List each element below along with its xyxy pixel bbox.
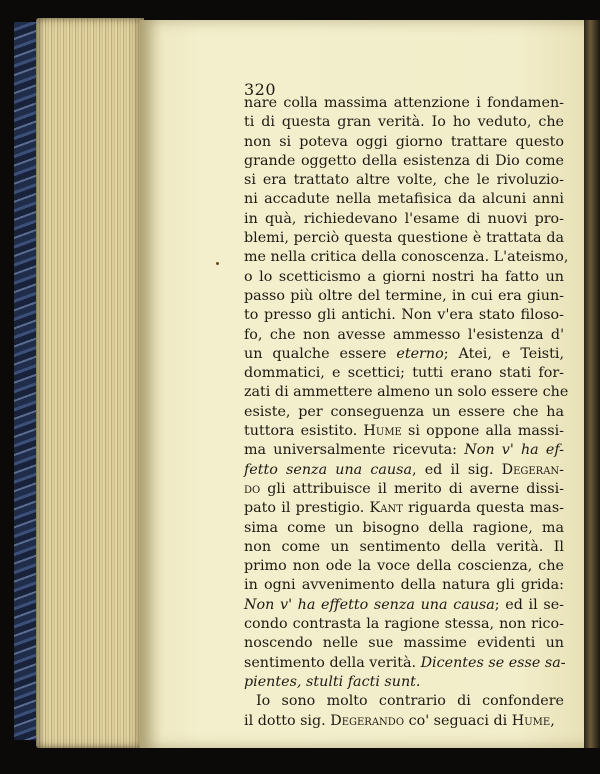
text-line [244,422,564,441]
text-line [244,287,564,306]
text-segment: un qualche essere [244,345,397,362]
text-line [244,383,569,402]
text-segment: me nella critica della conoscenza. L'ateismo, [244,249,569,266]
text-segment: ; ed il se- [494,596,564,613]
italic-text: Non v' ha effetto senza una causa [244,596,495,613]
text-line [244,673,564,692]
text-segment: in ogni avvenimento della natura gli grida: [244,577,564,594]
italic-text: Non v' ha ef- [464,442,564,459]
text-line [244,364,564,383]
text-segment: , [550,712,555,729]
text-segment: zati di ammettere almeno un solo essere che [244,384,569,401]
text-line [244,519,564,538]
text-segment: non si poteva oggi giorno trattare questo [244,133,564,150]
text-segment: to presso gli antichi. Non v'era stato filoso- [244,307,564,324]
text-line [244,403,564,422]
text-segment: si era trattato altre volte, che le rivoluzio- [244,172,564,189]
text-segment: blemi, perciò questa questione è trattata da [244,230,564,247]
text-line [244,326,564,345]
text-line [244,441,564,460]
text-line [244,596,564,615]
text-segment: Io sono molto contrario di confondere [256,693,564,710]
text-line [244,94,564,113]
binding-gutter [584,20,600,748]
small-caps-name: Hume [363,423,402,440]
text-segment: ni accadute nella metafisica da alcuni anni [244,191,564,208]
small-caps-name: Hume [511,712,551,729]
text-line [244,499,564,518]
text-line [244,306,564,325]
text-segment: noscendo nelle sue massime evidenti un [244,635,564,652]
text-line [244,692,564,711]
text-line [244,654,564,673]
text-segment: grande oggetto della esistenza di Dio come [244,152,564,169]
text-segment: sentimento della verità. [244,654,421,671]
text-segment: pato il prestigio. [244,500,370,517]
text-segment: primo non ode la voce della coscienza, che [244,558,564,575]
text-segment: non come un sentimento della verità. Il [244,538,564,555]
text-segment: il dotto sig. [244,712,331,729]
italic-text: pientes, stulti facti sunt. [244,673,421,690]
text-line [244,538,564,557]
text-line [244,268,564,287]
text-segment: in quà, richiedevano l'esame di nuovi pro- [244,210,564,227]
text-line [244,615,564,634]
small-caps-name: Degeran- [501,461,564,478]
small-caps-name: do [244,480,261,497]
text-line [244,133,564,152]
ink-spot [216,262,219,265]
text-line [244,576,564,595]
text-line [244,190,564,209]
italic-text: eterno [396,345,444,362]
text-line [244,480,564,499]
text-line [244,461,564,480]
text-segment: condo contrasta la ragione stessa, non rico- [244,616,564,633]
text-line [244,557,564,576]
text-line [244,152,564,171]
text-segment: o lo scetticismo a giorni nostri ha fatto un [244,268,564,285]
text-line [244,345,564,364]
text-segment: co' seguaci di [404,712,512,729]
text-line [244,171,564,190]
text-segment: fo, che non avesse ammesso l'esistenza d' [244,326,564,343]
page-number: 320 [244,80,277,99]
text-segment: dommatici, e scettici; tutti erano stati for- [244,365,564,382]
text-segment: nare colla massima attenzione i fondamen- [244,95,564,111]
small-caps-name: Kant [369,500,403,517]
page-block-edge [36,18,144,748]
text-segment: ; Atei, e Teisti, [443,345,564,362]
text-line [244,634,564,653]
text-segment: esiste, per conseguenza un essere che ha [244,403,564,420]
text-line [244,248,569,267]
italic-text: Dicentes se esse sa- [420,654,566,671]
text-segment: riguarda questa mas- [402,500,564,517]
text-segment: sima come un bisogno della ragione, ma [244,519,564,536]
text-segment: gli attribuisce il merito di averne dissi- [260,480,564,497]
text-line [244,712,564,731]
text-segment: tuttora esistito. [244,423,364,440]
italic-text: fetto senza una causa [244,461,412,478]
text-segment: ti di questa gran verità. Io ho veduto, che [244,114,564,131]
small-caps-name: Degerando [330,712,405,729]
text-line [244,229,564,248]
text-line [244,113,564,132]
text-segment: ma universalmente ricevuta: [244,442,465,459]
text-segment: passo più oltre del termine, in cui era giun- [244,287,564,304]
text-line [244,210,564,229]
text-segment: , ed il sig. [411,461,502,478]
page-text [244,94,569,731]
text-segment: si oppone alla massi- [401,423,564,440]
